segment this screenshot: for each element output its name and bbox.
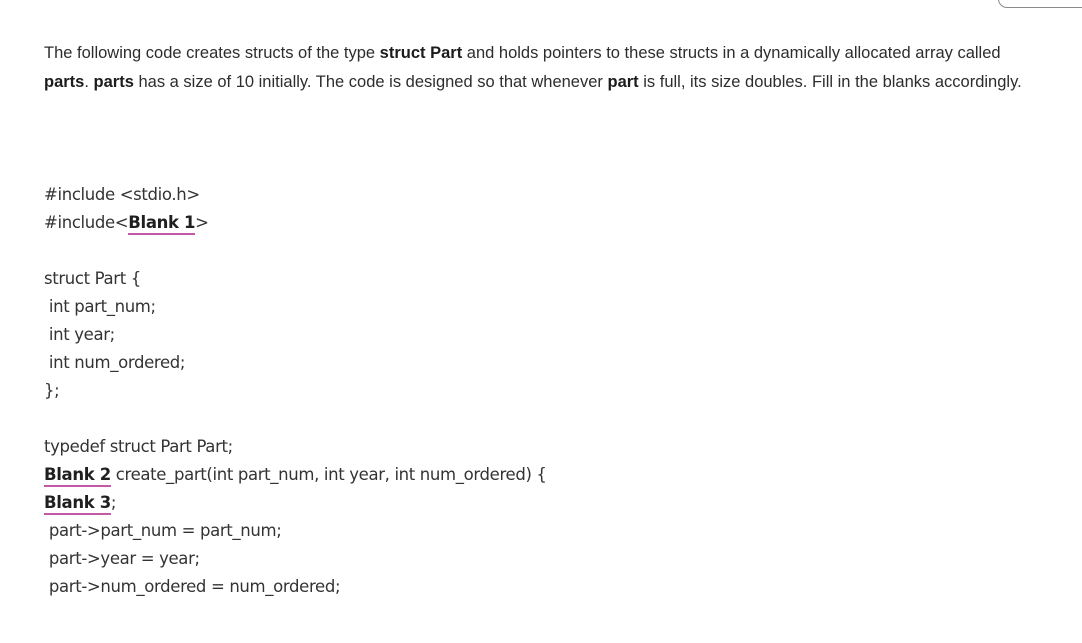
code-line: typedef struct Part Part;	[44, 437, 233, 456]
code-text: create_part(int part_num, int year, int num_ordered) {	[110, 465, 547, 484]
code-line: struct Part {	[44, 269, 141, 288]
question-segment: and holds pointers to these structs in a dynamically allocated array called	[462, 44, 1001, 62]
code-line: int part_num;	[44, 297, 156, 316]
top-right-tab[interactable]	[998, 0, 1082, 8]
blank-3[interactable]: Blank 3	[44, 493, 111, 515]
code-line: part->year = year;	[44, 549, 200, 568]
code-line: #include <stdio.h>	[44, 185, 200, 204]
question-bold-part: part	[607, 73, 639, 91]
code-text: #include<	[44, 213, 129, 232]
blank-1[interactable]: Blank 1	[128, 213, 195, 235]
question-segment: has a size of 10 initially. The code is designed so that whenever	[133, 73, 608, 91]
code-line: };	[44, 381, 60, 400]
code-text: ;	[110, 493, 117, 512]
code-line-empty	[44, 237, 547, 265]
code-line-empty	[44, 405, 547, 433]
question-bold-parts: parts	[93, 73, 134, 91]
code-line	[44, 461, 547, 489]
code-line: part->num_ordered = num_ordered;	[44, 577, 341, 596]
question-segment: .	[84, 73, 94, 91]
code-line: int year;	[44, 325, 115, 344]
question-text	[44, 39, 1044, 97]
code-text: >	[195, 213, 209, 232]
question-segment: The following code creates structs of the type	[44, 44, 380, 62]
blank-2[interactable]: Blank 2	[44, 465, 111, 487]
question-segment: is full, its size doubles. Fill in the blanks accordingly.	[638, 73, 1022, 91]
code-block	[44, 181, 547, 601]
question-bold-struct-part: struct Part	[379, 44, 463, 62]
code-line	[44, 489, 547, 517]
question-bold-parts: parts	[44, 73, 85, 91]
code-line	[44, 209, 547, 237]
code-line: int num_ordered;	[44, 353, 186, 372]
code-line: part->part_num = part_num;	[44, 521, 282, 540]
